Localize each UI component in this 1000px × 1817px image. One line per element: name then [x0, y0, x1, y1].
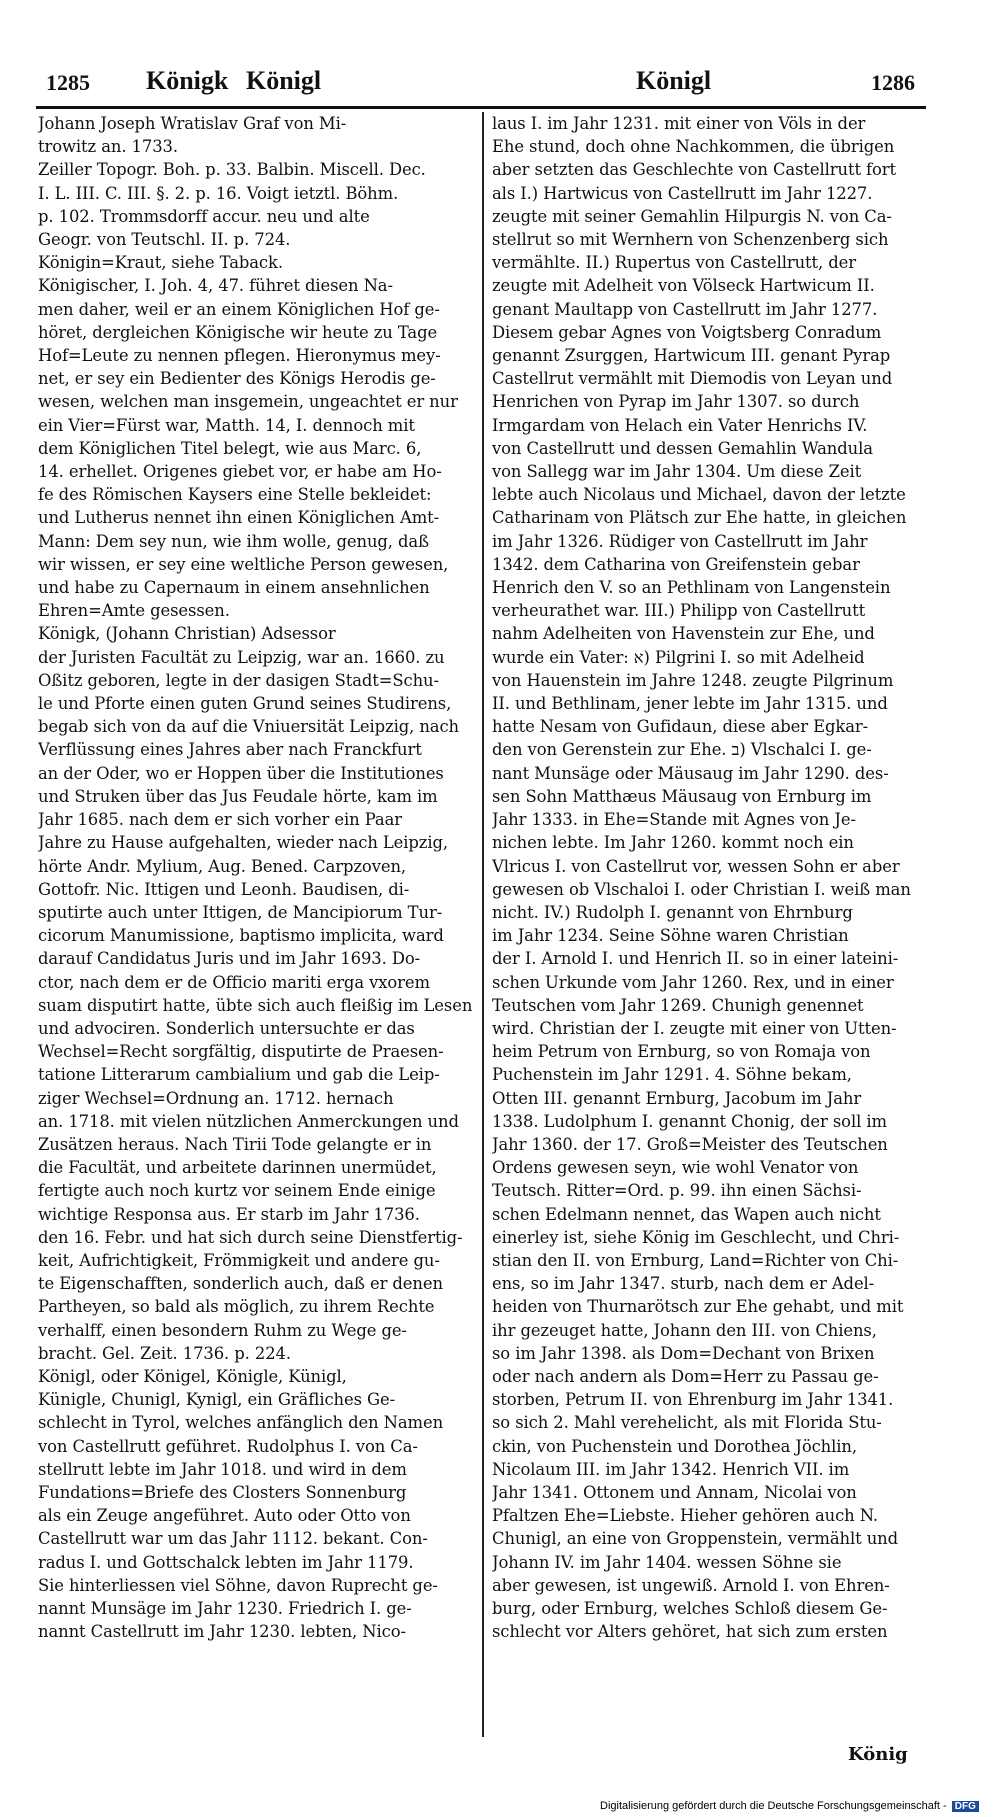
text-line: Puchenstein im Jahr 1291. 4. Söhne bekam, — [492, 1065, 852, 1085]
text-line: heiden von Thurnarötsch zur Ehe gehabt, und mit — [492, 1297, 904, 1317]
text-line: begab sich von da auf die Vniuersität Leipzig, nach — [38, 717, 459, 737]
right-column — [492, 112, 927, 1643]
text-line: Ehren=Amte gesessen. — [38, 601, 230, 621]
text-line: so sich 2. Mahl verehelicht, als mit Florida Stu- — [492, 1413, 882, 1433]
text-line: Partheyen, so bald als möglich, zu ihrem Rechte — [38, 1297, 435, 1317]
text-line: Jahr 1685. nach dem er sich vorher ein Paar — [38, 810, 402, 830]
text-line: Jahr 1333. in Ehe=Stande mit Agnes von Je- — [492, 810, 856, 830]
page-number-left: 1285 — [46, 70, 90, 95]
text-line: Henrich den V. so an Pethlinam von Langenstein — [492, 578, 891, 598]
text-line: gewesen ob Vlschaloi I. oder Christian I. weiß man — [492, 879, 911, 899]
left-column — [38, 112, 476, 1643]
text-line: der I. Arnold I. und Henrich II. so in einer lateini- — [492, 949, 899, 969]
text-line: storben, Petrum II. von Ehrenburg im Jahr 1341. — [492, 1390, 894, 1410]
text-line: zeugte mit seiner Gemahlin Hilpurgis N. von Ca- — [492, 206, 892, 226]
text-line: tatione Litterarum cambialium und gab die Leip- — [38, 1065, 440, 1085]
text-line: oder nach andern als Dom=Herr zu Passau ge- — [492, 1366, 879, 1386]
text-line: an. 1718. mit vielen nützlichen Anmerckungen und — [38, 1111, 459, 1131]
text-line: Fundations=Briefe des Closters Sonnenburg — [38, 1482, 407, 1502]
text-line: Otten III. genannt Ernburg, Jacobum im Jahr — [492, 1088, 862, 1108]
text-line: radus I. und Gottschalck lebten im Jahr 1179. — [38, 1552, 414, 1572]
text-line: nichen lebte. Im Jahr 1260. kommt noch ein — [492, 833, 854, 853]
text-line: den von Gerenstein zur Ehe. ב) Vlschalci I. ge- — [492, 740, 872, 760]
text-line: wichtige Responsa aus. Er starb im Jahr 1736. — [38, 1204, 420, 1224]
text-line: I. L. III. C. III. §. 2. p. 16. Voigt ietztl. Böhm. — [38, 183, 399, 203]
text-line: den 16. Febr. und hat sich durch seine Dienstfertig- — [38, 1227, 463, 1247]
text-line: der Juristen Facultät zu Leipzig, war an. 1660. zu — [38, 647, 445, 667]
text-line: nahm Adelheiten von Havenstein zur Ehe, und — [492, 624, 875, 644]
text-line: im Jahr 1234. Seine Söhne waren Christian — [492, 926, 849, 946]
text-line: laus I. im Jahr 1231. mit einer von Völs in der — [492, 114, 866, 133]
text-line: Teutschen vom Jahr 1269. Chunigh genennet — [492, 995, 864, 1015]
text-line: aber setzten das Geschlechte von Castellrutt fort — [492, 160, 897, 180]
text-line: Castellrutt war um das Jahr 1112. bekant. Con- — [38, 1529, 428, 1549]
text-line: p. 102. Trommsdorff accur. neu und alte — [38, 206, 370, 226]
text-line: wesen, welchen man insgemein, ungeachtet er nur — [38, 392, 458, 412]
text-line: schlecht vor Alters gehöret, hat sich zum ersten — [492, 1622, 888, 1642]
text-line: dem Königlichen Titel belegt, wie aus Marc. 6, — [38, 438, 422, 458]
text-line: burg, oder Ernburg, welches Schloß diesem Ge- — [492, 1599, 888, 1618]
text-line: und habe zu Capernaum in einem ansehnlichen — [38, 578, 430, 598]
text-line: cicorum Manumissione, baptismo implicita, ward — [38, 926, 444, 946]
text-line: fe des Römischen Kaysers eine Stelle bekleidet: — [38, 485, 432, 505]
text-line: stellrut so mit Wernhern von Schenzenberg sich — [492, 230, 889, 250]
text-line: Jahr 1360. der 17. Groß=Meister des Teutschen — [492, 1134, 888, 1154]
dfg-logo: DFG — [952, 1801, 979, 1812]
text-line: Chunigl, an eine von Groppenstein, vermählt und — [492, 1529, 899, 1549]
text-line: ein Vier=Fürst war, Matth. 14, I. dennoch mit — [38, 415, 415, 435]
text-line: Künigle, Chunigl, Kynigl, ein Gräfliches Ge- — [38, 1390, 396, 1410]
text-line: hatte Nesam von Gufidaun, diese aber Egkar- — [492, 717, 869, 737]
text-line: von Castellrutt geführet. Rudolphus I. von Ca- — [38, 1436, 418, 1456]
text-line: Ordens gewesen seyn, wie wohl Venator von — [492, 1158, 859, 1178]
text-line: men daher, weil er an einem Königlichen Hof ge- — [38, 299, 440, 319]
text-line: te Eigenschafften, sonderlich auch, daß er denen — [38, 1274, 443, 1294]
text-line: Jahr 1341. Ottonem und Annam, Nicolai von — [492, 1482, 857, 1502]
footer-credit — [600, 1800, 979, 1812]
header-center-word: Königl — [246, 66, 322, 95]
text-line: vermählte. II.) Rupertus von Castellrutt, der — [492, 253, 856, 273]
text-line: ckin, von Puchenstein und Dorothea Jöchlin, — [492, 1436, 857, 1456]
text-line: Wechsel=Recht sorgfältig, disputirte de Praesen- — [38, 1042, 444, 1062]
text-line: Teutsch. Ritter=Ord. p. 99. ihn einen Sächsi- — [492, 1181, 862, 1201]
text-line: wurde ein Vater: א) Pilgrini I. so mit Adelheid — [492, 647, 865, 667]
text-line: höret, dergleichen Königische wir heute zu Tage — [38, 322, 438, 342]
catchword: König — [848, 1744, 908, 1765]
text-line: nicht. IV.) Rudolph I. genannt von Ehrnburg — [492, 902, 853, 922]
text-line: Jahre zu Hause aufgehalten, wieder nach Leipzig, — [38, 833, 448, 853]
header-rule — [36, 106, 926, 109]
text-line: Castellrut vermählt mit Diemodis von Leyan und — [492, 369, 893, 389]
text-line: le und Pforte einen guten Grund seines Studirens, — [38, 694, 452, 714]
text-line: trowitz an. 1733. — [38, 137, 178, 157]
text-line: Mann: Dem sey nun, wie ihm wolle, genug, daß — [38, 531, 429, 551]
text-line: verheurathet war. III.) Philipp von Castellrutt — [492, 601, 866, 621]
text-line: ihr gezeuget hatte, Johann den III. von Chiens, — [492, 1320, 877, 1340]
text-line: im Jahr 1326. Rüdiger von Castellrutt im Jahr — [492, 531, 868, 551]
text-line: verhalff, einen besondern Ruhm zu Wege ge- — [38, 1320, 407, 1340]
text-line: heim Petrum von Ernburg, so von Romaja von — [492, 1042, 871, 1062]
text-line: Ehe stund, doch ohne Nachkommen, die übrigen — [492, 137, 895, 157]
text-line: Zeiller Topogr. Boh. p. 33. Balbin. Miscell. Dec. — [38, 160, 426, 180]
header-left-word: Königk — [146, 66, 229, 95]
text-line: Königischer, I. Joh. 4, 47. führet diesen Na- — [38, 276, 393, 296]
text-line: Nicolaum III. im Jahr 1342. Henrich VII. im — [492, 1459, 850, 1479]
text-line: nannt Munsäge im Jahr 1230. Friedrich I. ge- — [38, 1599, 412, 1618]
text-line: Pfaltzen Ehe=Liebste. Hieher gehören auch N. — [492, 1506, 879, 1526]
text-line: 1338. Ludolphum I. genannt Chonig, der soll im — [492, 1111, 887, 1131]
text-line: fertigte auch noch kurtz vor seinem Ende einige — [38, 1181, 436, 1201]
text-line: Verflüssung eines Jahres aber nach Franckfurt — [38, 740, 422, 760]
text-line: lebte auch Nicolaus und Michael, davon der letzte — [492, 485, 906, 505]
text-line: als ein Zeuge angeführet. Auto oder Otto von — [38, 1506, 411, 1526]
text-line: nannt Castellrutt im Jahr 1230. lebten, Nico- — [38, 1622, 406, 1642]
text-line: wird. Christian der I. zeugte mit einer von Utten- — [492, 1018, 897, 1038]
text-line: Zusätzen heraus. Nach Tirii Tode gelangte er in — [38, 1134, 432, 1154]
text-line: schlecht in Tyrol, welches anfänglich den Namen — [38, 1413, 444, 1433]
text-line: hörte Andr. Mylium, Aug. Bened. Carpzoven, — [38, 856, 407, 876]
text-line: suam disputirt hatte, übte sich auch fleißig im Lesen — [38, 995, 473, 1015]
text-line: Henrichen von Pyrap im Jahr 1307. so durch — [492, 392, 860, 412]
header-right-word: Königl — [636, 66, 712, 95]
text-line: als I.) Hartwicus von Castellrutt im Jahr 1227. — [492, 183, 873, 203]
text-line: einerley ist, siehe König im Geschlecht, und Chri- — [492, 1227, 900, 1247]
text-line: und advociren. Sonderlich untersuchte er das — [38, 1018, 415, 1038]
text-line: Königin=Kraut, siehe Taback. — [38, 253, 283, 273]
text-line: Gottofr. Nic. Ittigen und Leonh. Baudisen, di- — [38, 879, 410, 899]
text-line: zeugte mit Adelheit von Völseck Hartwicum II. — [492, 276, 875, 296]
text-line: nant Munsäge oder Mäusaug im Jahr 1290. des- — [492, 763, 889, 783]
text-line: 1342. dem Catharina von Greifenstein gebar — [492, 554, 860, 574]
text-line: Königk, (Johann Christian) Adsessor — [38, 624, 336, 644]
text-line: von Castellrutt und dessen Gemahlin Wandula — [492, 438, 873, 458]
text-line: sen Sohn Matthæus Mäusaug von Ernburg im — [492, 786, 872, 806]
text-line: so im Jahr 1398. als Dom=Dechant von Brixen — [492, 1343, 875, 1363]
text-line: II. und Bethlinam, jener lebte im Jahr 1315. und — [492, 694, 888, 714]
text-line: schen Edelmann nennet, das Wapen auch nicht — [492, 1204, 881, 1224]
text-line: aber gewesen, ist ungewiß. Arnold I. von Ehren- — [492, 1575, 890, 1595]
text-line: net, er sey ein Bedienter des Königs Herodis ge- — [38, 369, 436, 389]
footer-text: Digitalisierung gefördert durch die Deutsche Forschungsgemeinschaft - — [600, 1800, 947, 1812]
text-line: Johann IV. im Jahr 1404. wessen Söhne sie — [492, 1552, 842, 1572]
text-line: Königl, oder Königel, Königle, Künigl, — [38, 1366, 347, 1386]
text-line: Johann Joseph Wratislav Graf von Mi- — [38, 114, 347, 133]
text-line: keit, Aufrichtigkeit, Frömmigkeit und andere gu- — [38, 1250, 440, 1270]
text-line: wir wissen, er sey eine weltliche Person gewesen, — [38, 554, 449, 574]
text-line: genannt Zsurggen, Hartwicum III. genant Pyrap — [492, 346, 891, 366]
text-line: Diesem gebar Agnes von Voigtsberg Conradum — [492, 322, 882, 342]
text-line: stian den II. von Ernburg, Land=Richter von Chi- — [492, 1250, 899, 1270]
text-line: schen Urkunde vom Jahr 1260. Rex, und in einer — [492, 972, 894, 992]
text-line: bracht. Gel. Zeit. 1736. p. 224. — [38, 1343, 291, 1363]
text-line: Sie hinterliessen viel Söhne, davon Ruprecht ge- — [38, 1575, 438, 1595]
text-line: und Lutherus nennet ihn einen Königlichen Amt- — [38, 508, 440, 528]
text-line: die Facultät, und arbeitete darinnen unermüdet, — [38, 1158, 437, 1178]
text-line: Oßitz geboren, legte in der dasigen Stadt=Schu- — [38, 670, 439, 690]
text-line: Hof=Leute zu nennen pflegen. Hieronymus mey- — [38, 346, 441, 366]
text-line: Irmgardam von Helach ein Vater Henrichs IV. — [492, 415, 868, 435]
text-line: ctor, nach dem er de Officio mariti erga vxorem — [38, 972, 430, 992]
text-line: Geogr. von Teutschl. II. p. 724. — [38, 230, 291, 250]
text-line: ziger Wechsel=Ordnung an. 1712. hernach — [38, 1088, 394, 1108]
text-line: Vlricus I. von Castellrut vor, wessen Sohn er aber — [492, 856, 900, 876]
text-line: von Hauenstein im Jahre 1248. zeugte Pilgrinum — [492, 670, 894, 690]
text-line: an der Oder, wo er Hoppen über die Institutiones — [38, 763, 444, 783]
text-line: stellrutt lebte im Jahr 1018. und wird in dem — [38, 1459, 407, 1479]
running-header — [36, 64, 936, 104]
text-line: genant Maultapp von Castellrutt im Jahr 1277. — [492, 299, 878, 319]
text-line: Catharinam von Plätsch zur Ehe hatte, in gleichen — [492, 508, 907, 528]
text-line: 14. erhellet. Origenes giebet vor, er habe am Ho- — [38, 462, 442, 482]
text-line: darauf Candidatus Juris und im Jahr 1693. Do- — [38, 949, 421, 969]
column-divider — [482, 112, 484, 1737]
text-line: ens, so im Jahr 1347. sturb, nach dem er Adel- — [492, 1274, 875, 1294]
text-line: von Sallegg war im Jahr 1304. Um diese Zeit — [492, 462, 862, 482]
text-line: sputirte auch unter Ittigen, de Mancipiorum Tur- — [38, 902, 443, 922]
text-line: und Struken über das Jus Feudale hörte, kam im — [38, 786, 438, 806]
page-number-right: 1286 — [871, 70, 915, 95]
